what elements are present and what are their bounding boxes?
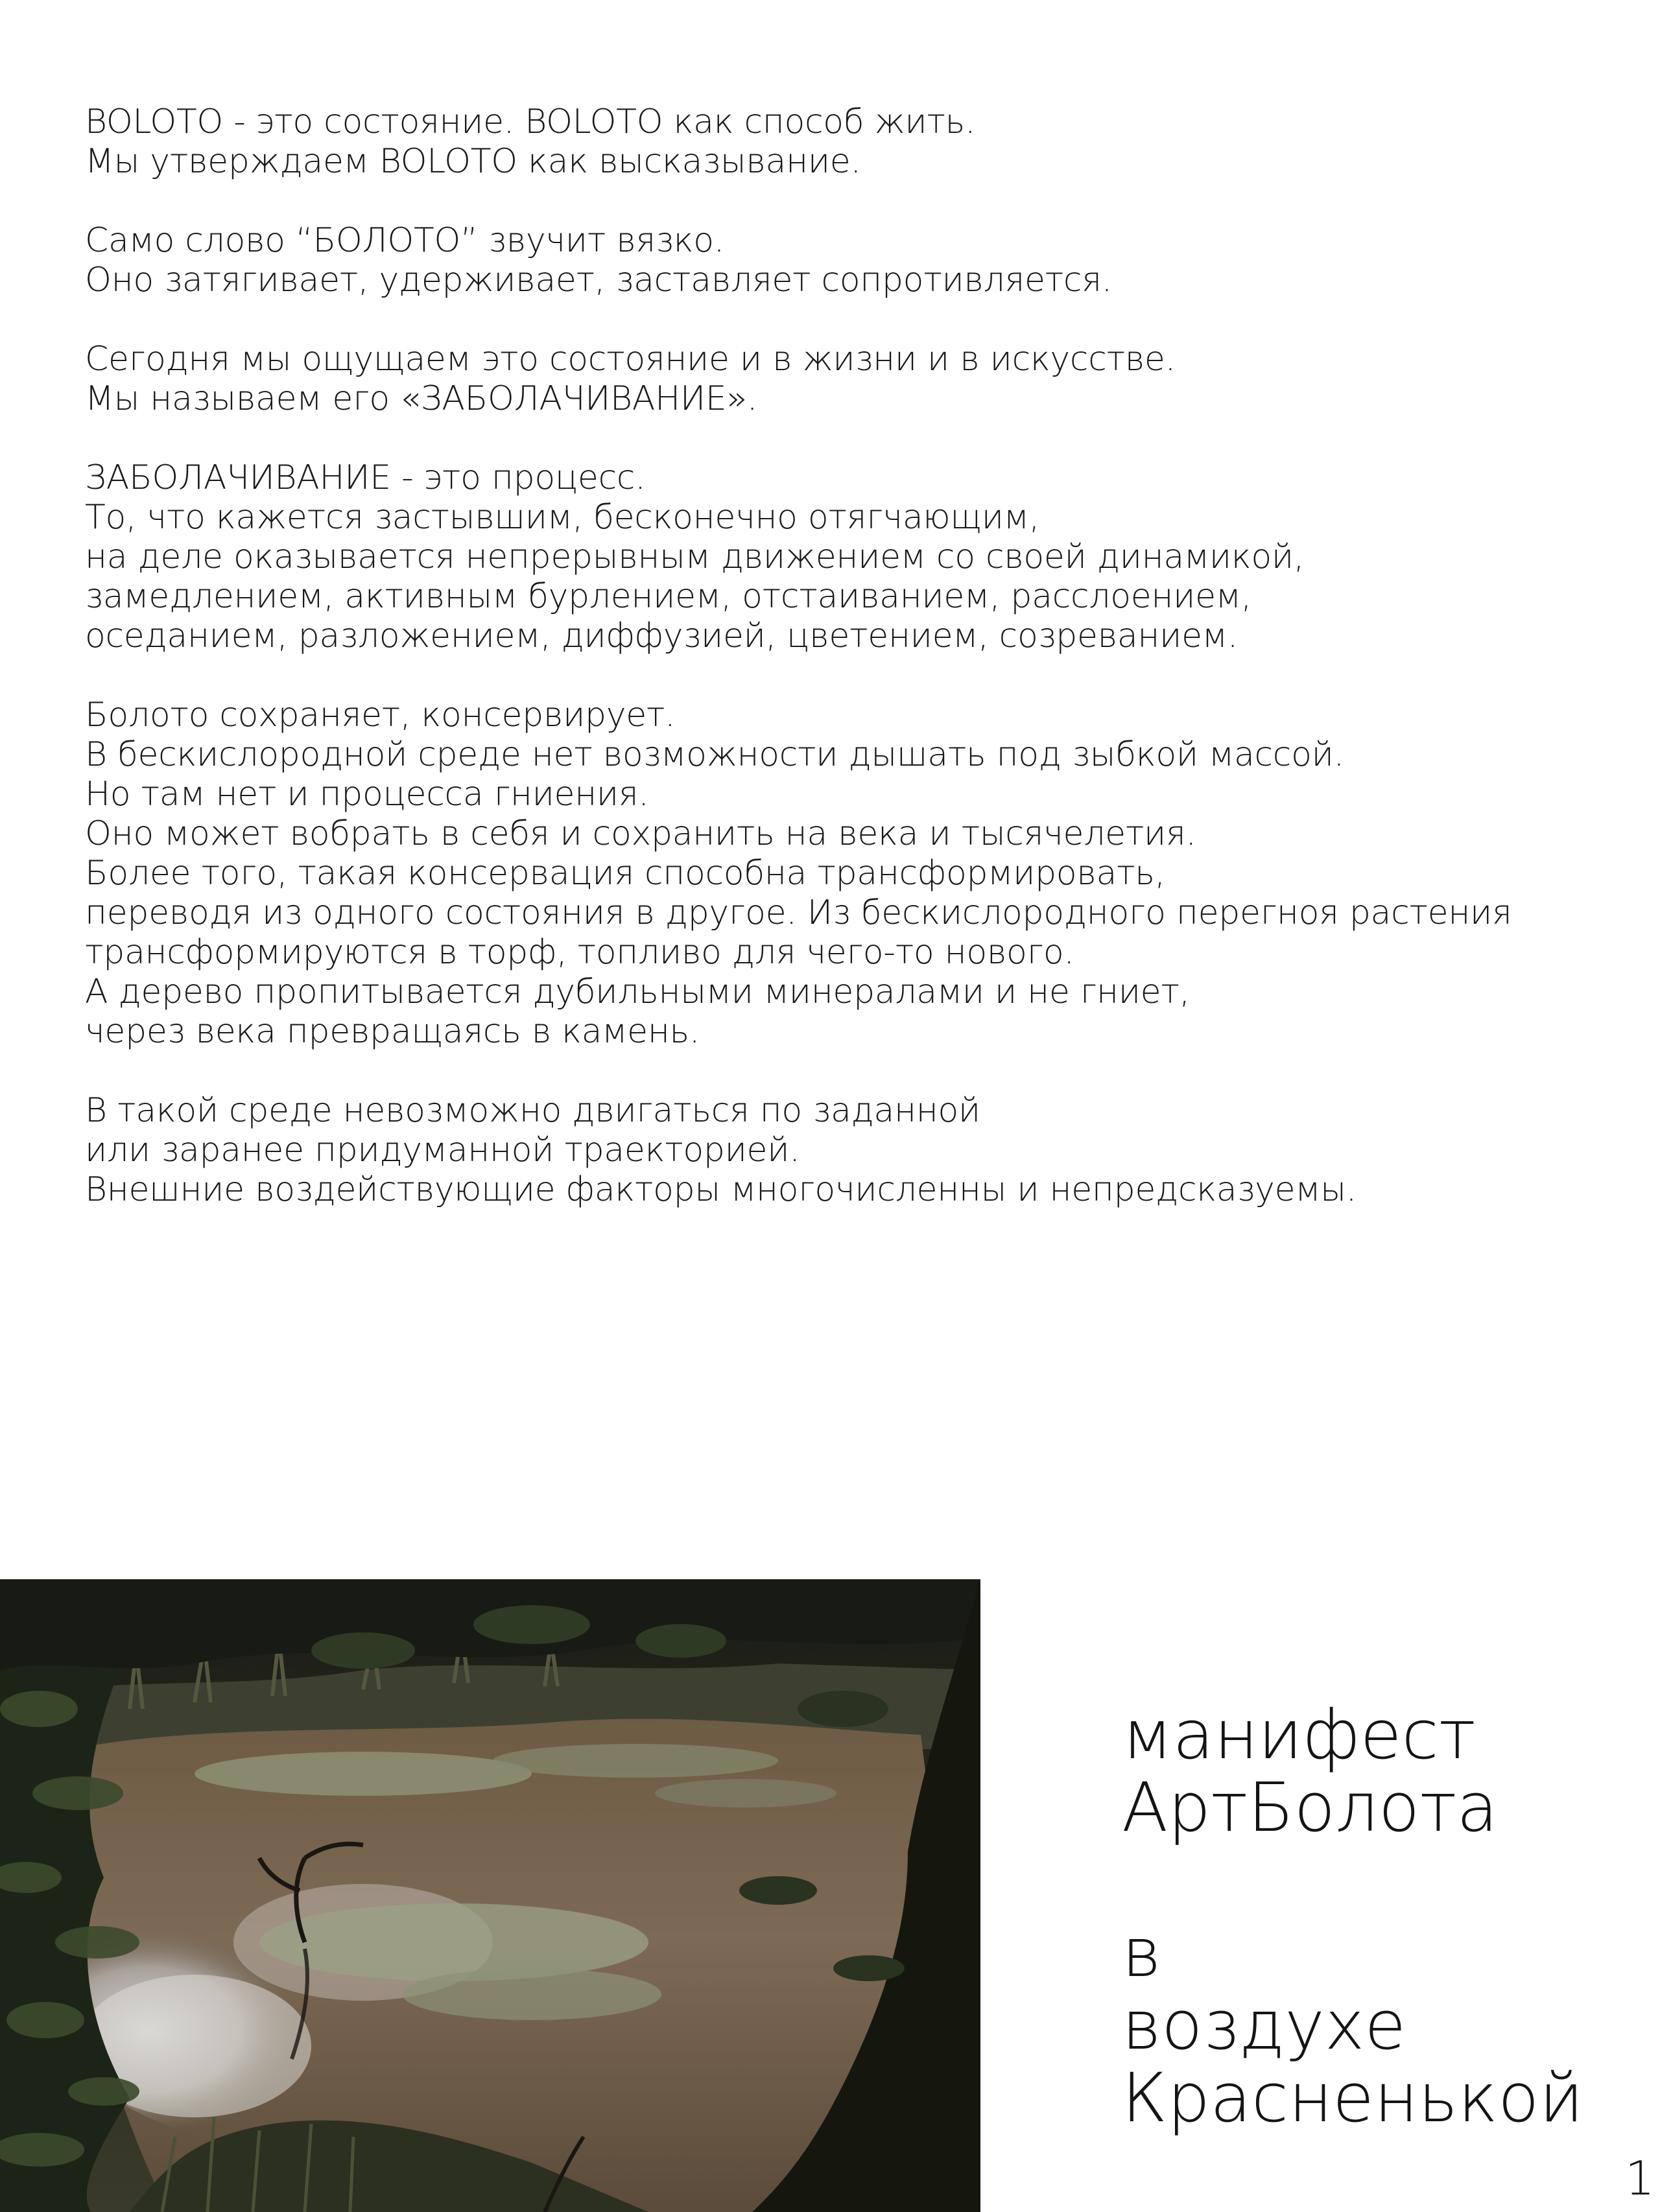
text-line: В такой среде невозможно двигаться по заданной [85,1091,980,1130]
paragraph-2 [85,221,1576,300]
text-line: То, что кажется застывшим, бесконечно отягчающим, [85,498,1039,537]
text-line: замедлением, активным бурлением, отстаиванием, расслоением, [85,577,1251,616]
manifesto-text [85,102,1576,1249]
text-line: В бескислородной среде нет возможности дышать под зыбкой массой. [85,735,1344,774]
text-line: трансформируются в торф, топливо для чего-то нового. [85,933,1074,972]
text-line: Но там нет и процесса гниения. [85,775,649,814]
text-line: Само слово “БОЛОТО” звучит вязко. [85,221,724,260]
page-number: 1 [1625,2151,1655,2206]
cover-title [1122,1695,1584,2137]
text-line: переводя из одного состояния в другое. Из бескислородного перегноя растения [85,893,1512,932]
swamp-photo [0,1579,980,2212]
text-line: Внешние воздействующие факторы многочисленны и непредсказуемы. [85,1170,1357,1209]
text-line: Оно может вобрать в себя и сохранить на века и тысячелетия. [85,814,1196,853]
swamp-photo-illustration [0,1579,980,2212]
text-line: Сегодня мы ощущаем это состояние и в жизни и в искусстве. [85,340,1176,379]
text-line: оседанием, разложением, диффузией, цветением, созреванием. [85,617,1238,655]
text-line: или заранее придуманной траекторией. [85,1131,800,1170]
text-line: на деле оказывается непрерывным движением со своей динамикой, [85,537,1305,576]
text-line: Болото сохраняет, консервирует. [85,696,676,735]
text-line: Более того, такая консервация способна трансформировать, [85,854,1165,893]
paragraph-5 [85,696,1576,1052]
text-line: BOLOTO - это состояние. BOLOTO как способ жить. [85,102,976,141]
text-line: через века превращаясь в камень. [85,1012,700,1051]
title-line: в [1122,1913,1161,1992]
title-line: АртБолота [1122,1768,1499,1847]
title-line: Красненькой [1122,2058,1584,2137]
paragraph-1 [85,102,1576,182]
text-line: ЗАБОЛАЧИВАНИЕ - это процесс. [85,458,646,497]
paragraph-4 [85,458,1576,656]
text-line: Мы называем его «ЗАБОЛАЧИВАНИЕ». [85,379,758,418]
title-line: манифест [1122,1695,1476,1774]
paragraph-3 [85,340,1576,419]
text-line: А дерево пропитывается дубильными минералами и не гниет, [85,972,1190,1011]
title-line: воздухе [1122,1986,1406,2065]
title-spacer [1122,1844,1583,1916]
text-line: Мы утверждаем BOLOTO как высказывание. [85,142,861,181]
text-line: Оно затягивает, удерживает, заставляет сопротивляется. [85,261,1112,300]
paragraph-6 [85,1091,1576,1210]
